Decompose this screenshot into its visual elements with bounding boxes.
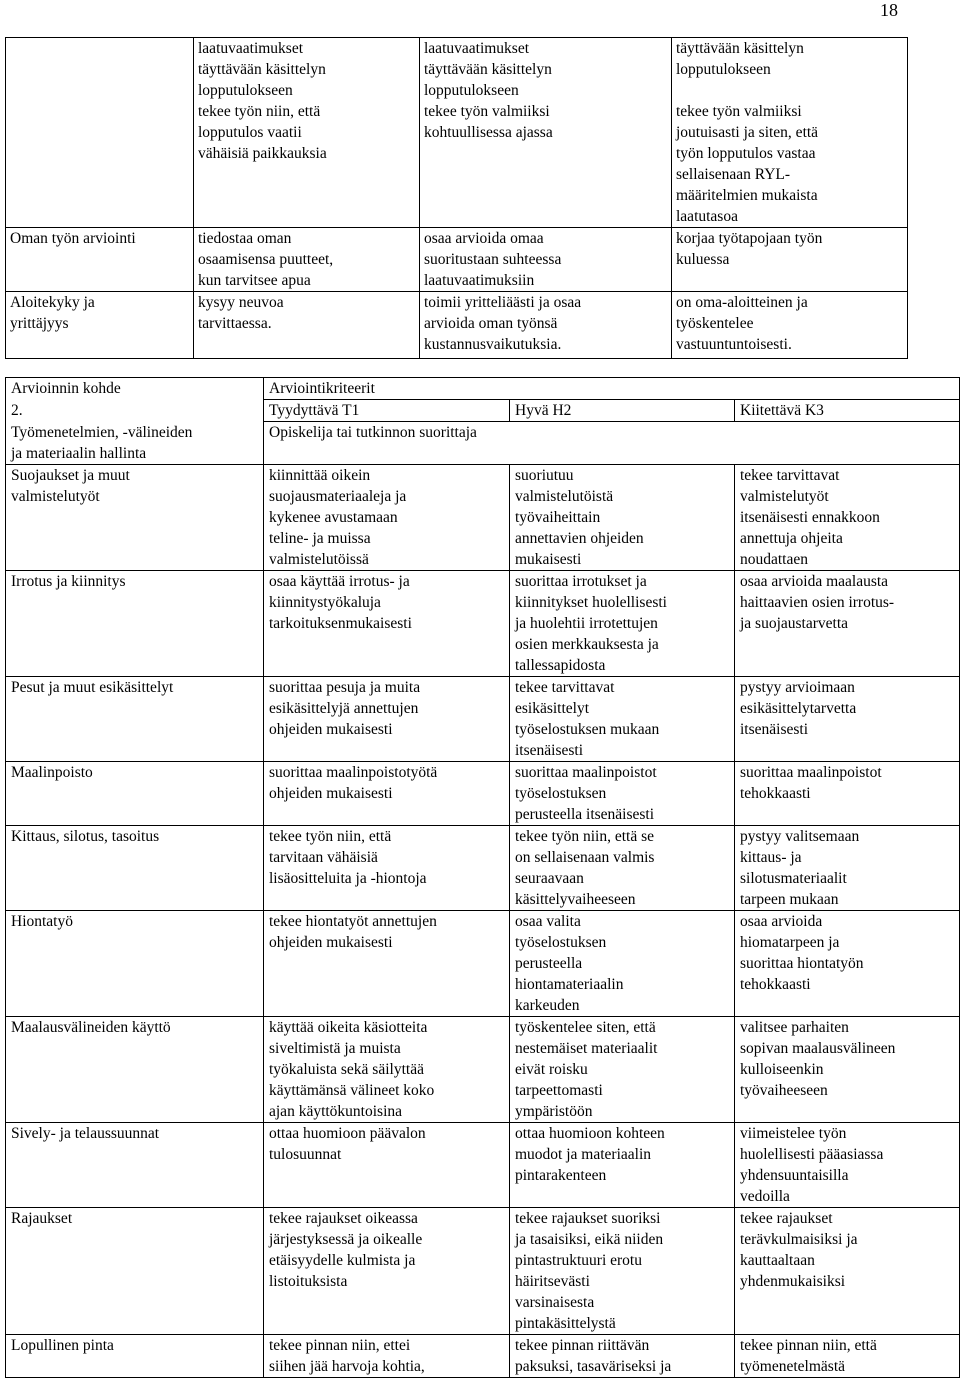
grade-h2-header: Hyvä H2 (510, 400, 735, 422)
table-row (6, 676, 960, 761)
criterion-h2: suorittaa maalinpoistot työselostuksen perusteella itsenäisesti (510, 761, 735, 825)
criterion-h2: tekee työn niin, että se on sellaisenaan valmis seuraavaan käsittelyvaiheeseen (510, 825, 735, 910)
criterion-k3: valitsee parhaiten sopivan maalausvälineen kulloiseenkin työvaiheeseen (735, 1016, 960, 1122)
table-row (6, 910, 960, 1016)
subject-label: Hiontatyö (6, 910, 264, 1016)
table-row (6, 1016, 960, 1122)
criterion-t1: tekee työn niin, että tarvitaan vähäisiä lisäositteluita ja -hiontoja (264, 825, 510, 910)
criterion-t1: tekee pinnan niin, ettei siihen jää harvoja kohtia, (264, 1334, 510, 1377)
criterion-h2: ottaa huomioon kohteen muodot ja materiaalin pintarakenteen (510, 1122, 735, 1207)
criterion-k3: osaa arvioida hiomatarpeen ja suorittaa hiontatyön tehokkaasti (735, 910, 960, 1016)
criterion-k3: korjaa työtapojaan työn kuluessa (672, 228, 908, 292)
table-row (6, 761, 960, 825)
table-row (6, 825, 960, 910)
table-row (6, 464, 960, 570)
criterion-h2: osaa valita työselostuksen perusteella hiontamateriaalin karkeuden (510, 910, 735, 1016)
table-row (6, 292, 908, 359)
criterion-t1: suorittaa pesuja ja muita esikäsittelyjä annettujen ohjeiden mukaisesti (264, 676, 510, 761)
subject-label: Rajaukset (6, 1207, 264, 1334)
subject-label: Sively- ja telaussuunnat (6, 1122, 264, 1207)
section-number: 2. (6, 400, 264, 422)
criterion-t1: tiedostaa oman osaamisensa puutteet, kun tarvitsee apua (194, 228, 420, 292)
criterion-k3: suorittaa maalinpoistot tehokkaasti (735, 761, 960, 825)
criterion-t1: tekee rajaukset oikeassa järjestyksessä ja oikealle etäisyydelle kulmista ja listoituksista (264, 1207, 510, 1334)
subject-label: Suojaukset ja muut valmistelutyöt (6, 464, 264, 570)
performer-label: Opiskelija tai tutkinnon suorittaja (264, 422, 960, 465)
section-title: Työmenetelmien, -välineiden ja materiaalin hallinta (6, 422, 264, 465)
criterion-t1: tekee hiontatyöt annettujen ohjeiden mukaisesti (264, 910, 510, 1016)
criterion-k3: viimeistelee työn huolellisesti pääasiassa yhdensuuntaisilla vedoilla (735, 1122, 960, 1207)
criterion-h2: tekee rajaukset suoriksi ja tasaisiksi, eikä niiden pintastruktuuri erotu häiritsevästi varsinaisesta pintakäsittelystä (510, 1207, 735, 1334)
criterion-t1: suorittaa maalinpoistotyötä ohjeiden mukaisesti (264, 761, 510, 825)
criterion-h2: laatuvaatimukset täyttävään käsittelyn lopputulokseen tekee työn valmiiksi kohtuullisessa ajassa (420, 38, 672, 228)
criterion-k3: on oma-aloitteinen ja työskentelee vastuuntuntoisesti. (672, 292, 908, 359)
criterion-t1: käyttää oikeita käsiotteita siveltimistä ja muista työkaluista sekä säilyttää käyttämänsä välineet koko ajan käyttökuntoisina (264, 1016, 510, 1122)
criterion-h2: osaa arvioida omaa suoritustaan suhteessa laatuvaatimuksiin (420, 228, 672, 292)
page-number: 18 (880, 0, 898, 20)
grade-t1-header: Tyydyttävä T1 (264, 400, 510, 422)
criterion-t1: kysyy neuvoa tarvittaessa. (194, 292, 420, 359)
criterion-h2: tekee tarvittavat esikäsittelyt työselostuksen mukaan itsenäisesti (510, 676, 735, 761)
criterion-t1: laatuvaatimukset täyttävään käsittelyn lopputulokseen tekee työn niin, että lopputulos vaatii vähäisiä paikkauksia (194, 38, 420, 228)
criterion-label: Aloitekyky ja yrittäjyys (6, 292, 194, 359)
table-row (6, 570, 960, 676)
table-row (6, 1207, 960, 1334)
subject-label: Irrotus ja kiinnitys (6, 570, 264, 676)
table-header-row (6, 400, 960, 422)
table-header-row (6, 422, 960, 465)
subject-label: Maalausvälineiden käyttö (6, 1016, 264, 1122)
criteria-header: Arviointikriteerit (264, 378, 960, 400)
table-row (6, 1122, 960, 1207)
table-row (6, 1334, 960, 1377)
criterion-h2: suoriutuu valmistelutöistä työvaiheittain annettavien ohjeiden mukaisesti (510, 464, 735, 570)
criterion-label (6, 38, 194, 228)
criterion-k3: pystyy arvioimaan esikäsittelytarvetta itsenäisesti (735, 676, 960, 761)
criterion-k3: tekee rajaukset terävkulmaisiksi ja kauttaaltaan yhdenmukaisiksi (735, 1207, 960, 1334)
grade-k3-header: Kiitettävä K3 (735, 400, 960, 422)
criterion-k3: pystyy valitsemaan kittaus- ja silotusmateriaalit tarpeen mukaan (735, 825, 960, 910)
subject-header: Arvioinnin kohde (6, 378, 264, 400)
subject-label: Maalinpoisto (6, 761, 264, 825)
table-header-row (6, 378, 960, 400)
subject-label: Kittaus, silotus, tasoitus (6, 825, 264, 910)
criterion-t1: kiinnittää oikein suojausmateriaaleja ja kykenee avustamaan teline- ja muissa valmistelutöissä (264, 464, 510, 570)
criterion-h2: työskentelee siten, että nestemäiset materiaalit eivät roisku tarpeettomasti ympäristöön (510, 1016, 735, 1122)
table-row (6, 38, 908, 228)
table-row (6, 228, 908, 292)
criterion-k3: täyttävään käsittelyn lopputulokseen tekee työn valmiiksi joutuisasti ja siten, että työn lopputulos vastaa sellaisenaan RYL- määritelmien mukaista laatutasoa (672, 38, 908, 228)
criterion-h2: tekee pinnan riittävän paksuksi, tasaväriseksi ja (510, 1334, 735, 1377)
criterion-t1: ottaa huomioon päävalon tulosuunnat (264, 1122, 510, 1207)
criterion-t1: osaa käyttää irrotus- ja kiinnitystyökaluja tarkoituksenmukaisesti (264, 570, 510, 676)
criterion-k3: osaa arvioida maalausta haittaavien osien irrotus- ja suojaustarvetta (735, 570, 960, 676)
subject-label: Lopullinen pinta (6, 1334, 264, 1377)
criterion-label: Oman työn arviointi (6, 228, 194, 292)
subject-label: Pesut ja muut esikäsittelyt (6, 676, 264, 761)
criterion-h2: suorittaa irrotukset ja kiinnitykset huolellisesti ja huolehtii irrotettujen osien merkkauksesta ja tallessapidosta (510, 570, 735, 676)
criteria-table-continued (5, 37, 908, 359)
criterion-h2: toimii yritteliäästi ja osaa arvioida oman työnsä kustannusvaikutuksia. (420, 292, 672, 359)
criterion-k3: tekee pinnan niin, että työmenetelmästä (735, 1334, 960, 1377)
criterion-k3: tekee tarvittavat valmistelutyöt itsenäisesti ennakkoon annettuja ohjeita noudattaen (735, 464, 960, 570)
criteria-table (5, 377, 960, 1378)
